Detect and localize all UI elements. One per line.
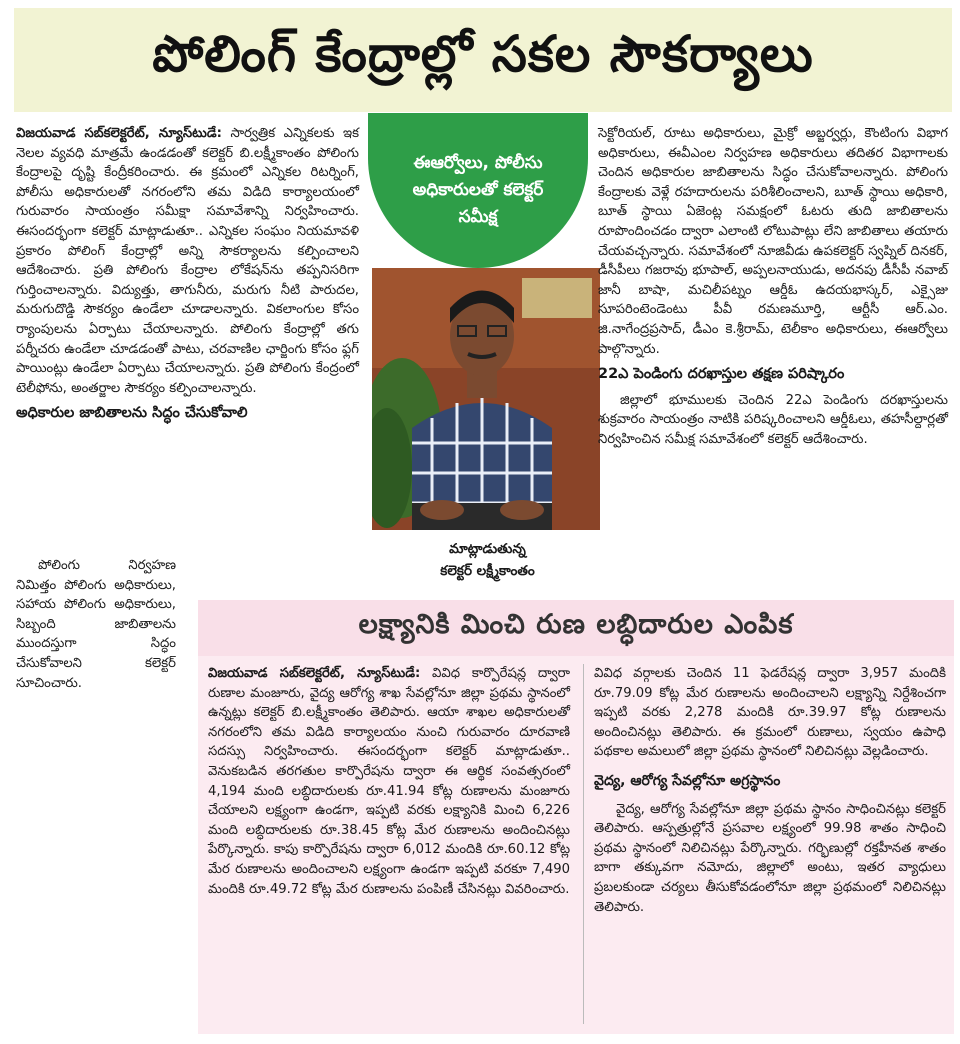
- summary-badge: [368, 113, 588, 268]
- badge-line-1: ఈఆర్వోలు, పోలీసు: [413, 153, 543, 173]
- story2-paragraph-1: విజయవాడ సబ్‌కలెక్టరేట్, న్యూస్‌టుడే: వివిధ కార్పొరేషన్ల ద్వారా రుణాల మంజూరు, వైద్య ఆరోగ్య శాఖ సేవల్లోనూ జిల్లా ప్రథమ స్థానంలో ఉన్నట్లు కలెక్టర్ బి.లక్ష్మీకాంతం తెలిపారు. ఆయా శాఖల అధికారులతో నగరంలోని తమ విడిది కార్యాలయం నుంచి గురువారం దూరవాణి సదస్సు నిర్వహించారు. ఈసందర్భంగా కలెక్టర్ మాట్లాడుతూ.. వెనుకబడిన తరగతుల కార్పొరేషను ద్వారా ఈ ఆర్థిక సంవత్సరంలో 4,194 మంది లబ్ధిదారులకు రూ.41.94 కోట్ల రుణాలను మంజూరు చేయాలని లక్ష్యంగా ఉండగా, ఇప్పటి వరకు లక్ష్యానికి మించి 6,226 మంది లబ్ధిదారులకు రూ.38.45 కోట్ల మేర రుణాలను అందించినట్లు పేర్కొన్నారు. కాపు కార్పొరేషను ద్వారా 6,012 మందికి రూ.60.12 కోట్ల మేర రుణాలను అందించాలని లక్ష్యంగా ఉండగా ఇప్పటి వరకూ 7,490 మందికి రూ.49.72 కోట్ల మేర రుణాలను పంపిణీ చేసినట్లు వివరించారు.: [208, 666, 570, 897]
- story1-paragraph-2: పోలింగు నిర్వహణ నిమిత్తం పోలింగు అధికారులు, సహాయ పోలింగు అధికారులు, సిబ్బంది జాబితాలను ముందస్తుగా సిద్ధం చేసుకోవాలని కలెక్టర్ సూచించారు.: [16, 558, 176, 691]
- collector-photo: [372, 268, 600, 530]
- story2-paragraph-2: వివిధ వర్గాలకు చెందిన 11 ఫెడరేషన్ల ద్వారా 3,957 మందికి రూ.79.09 కోట్ల మేర రుణాలను అందించాలని లక్ష్యాన్ని నిర్దేశించగా ఇప్పటి వరకు 2,278 మందికి రూ.39.97 కోట్ల రుణాలను అందించినట్లు తెలిపారు. ఈ క్రమంలో రుణాలు, స్వయం ఉపాధి పథకాల అమలులో జిల్లా ప్రథమ స్థానంలో నిలిచినట్లు వెల్లడించారు.: [594, 666, 946, 760]
- story1-paragraph-3: సెక్టోరియల్, రూటు అధికారులు, మైక్రో అబ్జర్వర్లు, కౌంటింగు విభాగ అధికారులు, ఈవీఎంల నిర్వహణ అధికారులు తదితర విభాగాలకు చెందిన అధికారుల జాబితాలను సిద్ధం చేసుకోవాలన్నారు. పోలింగు కేంద్రాలకు వెళ్లే రహదారులను పరిశీలించాలని, బూత్ స్థాయి అధికారి, బూత్ స్థాయి ఏజెంట్ల సమక్షంలో ఓటరు తుది జాబితాలను రూపొందించడం ద్వారా ఎలాంటి లోటుపాట్లు లేని జాబితాలు తయారు చేయవచ్చన్నారు. సమావేశంలో నూజివీడు ఉపకలెక్టర్ స్వప్నిల్ దినకర్, డీసీపీలు గజరావు భూపాల్, అప్పలనాయుడు, అదనపు డీసీపీ నవాబ్ జానీ బాషా, మచిలీపట్నం ఆర్డీఓ ఉదయభాస్కర్, ఎక్సైజు సూపరింటెండెంటు పీవీ రమణమూర్తి, ఆర్టీసీ ఆర్.ఎం. జి.నాగేంద్రప్రసాద్, డీఎం కె.శ్రీరామ్, టెలీకాం అధికారులు, ఈఆర్వోలు పాల్గొన్నారు.: [598, 126, 948, 357]
- badge-line-3: సమీక్ష: [458, 207, 498, 227]
- collector-photo-illustration: [372, 268, 600, 530]
- photo-caption: [380, 538, 595, 582]
- caption-line-2: కలెక్టర్ లక్ష్మీకాంతం: [440, 563, 535, 579]
- story1-subhead-2: 22ఎ పెండింగు దరఖాస్తుల తక్షణ పరిష్కారం: [598, 366, 845, 383]
- story1-paragraph-1: విజయవాడ సబ్‌కలెక్టరేట్, న్యూస్‌టుడే: సార్వత్రిక ఎన్నికలకు ఇక నెలల వ్యవధి మాత్రమే ఉండడంతో కలెక్టర్ బి.లక్ష్మీకాంతం పోలింగు కేంద్రాలపై దృష్టి కేంద్రీకరించారు. ఈ క్రమంలో ఎన్నికల రిటర్నింగ్, పోలీసు అధికారులతో నగరంలోని తమ విడిది కార్యాలయంలో గురువారం సాయంత్రం సమీక్షా సమావేశాన్ని నిర్వహించారు. ఈసందర్భంగా కలెక్టర్ మాట్లాడుతూ.. ఎన్నికల సంఘం నియమావళి ప్రకారం పోలింగ్ కేంద్రాల్లో అన్ని సౌకర్యాలను కల్పించాలని ఆదేశించారు. ప్రతి పోలింగు కేంద్రాల లోకేషన్‌ను తప్పనిసరిగా గుర్తించాలన్నారు. విద్యుత్తు, తాగునీరు, మరుగు నీటి పారుదల, మరుగుదొడ్డి సౌకర్యం ఉండేలా చూడాలన్నారు. వికలాంగుల కోసం ర్యాంపులను ఏర్పాటు చేయాలన్నారు. పోలింగు కేంద్రాల్లో తగు పర్నీచరు ఉండేలా చూడడంతో పాటు, చరవాణిల ఛార్జింగు కోసం ఫ్లగ్ పాయింట్లు ఉండేలా ఏర్పాటు చేయాలన్నారు. ప్రతి పోలింగు కేంద్రంలో టెలీఫోను, అంతర్జాల సౌకర్యం కల్పించాలన్నారు.: [16, 126, 359, 396]
- story1-left-column-bottom: [16, 556, 176, 693]
- story1-dateline: విజయవాడ సబ్‌కలెక్టరేట్, న్యూస్‌టుడే:: [16, 126, 222, 141]
- story2-headline: లక్ష్యానికి మించి రుణ లబ్ధిదారుల ఎంపిక: [198, 600, 954, 656]
- story2-subhead: వైద్య, ఆరోగ్య సేవల్లోనూ అగ్రస్థానం: [594, 772, 781, 789]
- badge-line-2: అధికారులతో కలెక్టర్: [412, 180, 544, 200]
- caption-line-1: మాట్లాడుతున్న: [449, 541, 526, 557]
- story1-left-column: [16, 124, 359, 430]
- story1-right-column: [598, 124, 948, 450]
- story1-subhead: అధికారుల జాబితాలను సిద్ధం చేసుకోవాలి: [16, 405, 248, 422]
- story2-right-column: [594, 664, 946, 917]
- story2-column-divider: [583, 664, 584, 1024]
- story2-left-column: [208, 664, 570, 899]
- main-headline: పోలింగ్ కేంద్రాల్లో సకల సౌకర్యాలు: [152, 24, 814, 83]
- story1-paragraph-4: జిల్లాలో భూములకు చెందిన 22ఎ పెండింగు దరఖాస్తులను శుక్రవారం సాయంత్రం నాటికి పరిష్కరించాలని ఆర్డీఓలు, తహసీల్దార్లతో నిర్వహించిన సమీక్ష సమావేశంలో కలెక్టర్ ఆదేశించారు.: [598, 392, 948, 447]
- story2-paragraph-3: వైద్య, ఆరోగ్య సేవల్లోనూ జిల్లా ప్రథమ స్థానం సాధించినట్లు కలెక్టర్ తెలిపారు. ఆస్పత్రుల్లోనే ప్రసవాల లక్ష్యంలో 99.98 శాతం సాధించి ప్రథమ స్థానంలో నిలిచినట్లు పేర్కొన్నారు. గర్భిణుల్లో రక్తహీనత శాతం బాగా తక్కువగా నమోదు, జిల్లాలో అంటు, ఇతర వ్యాధులు ప్రబలకుండా చర్యలు తీసుకోవడంలోనూ జిల్లా ప్రథమంలో నిలిచినట్లు తెలిపారు.: [594, 801, 946, 915]
- story2-dateline: విజయవాడ సబ్‌కలెక్టరేట్, న్యూస్‌టుడే:: [208, 666, 421, 681]
